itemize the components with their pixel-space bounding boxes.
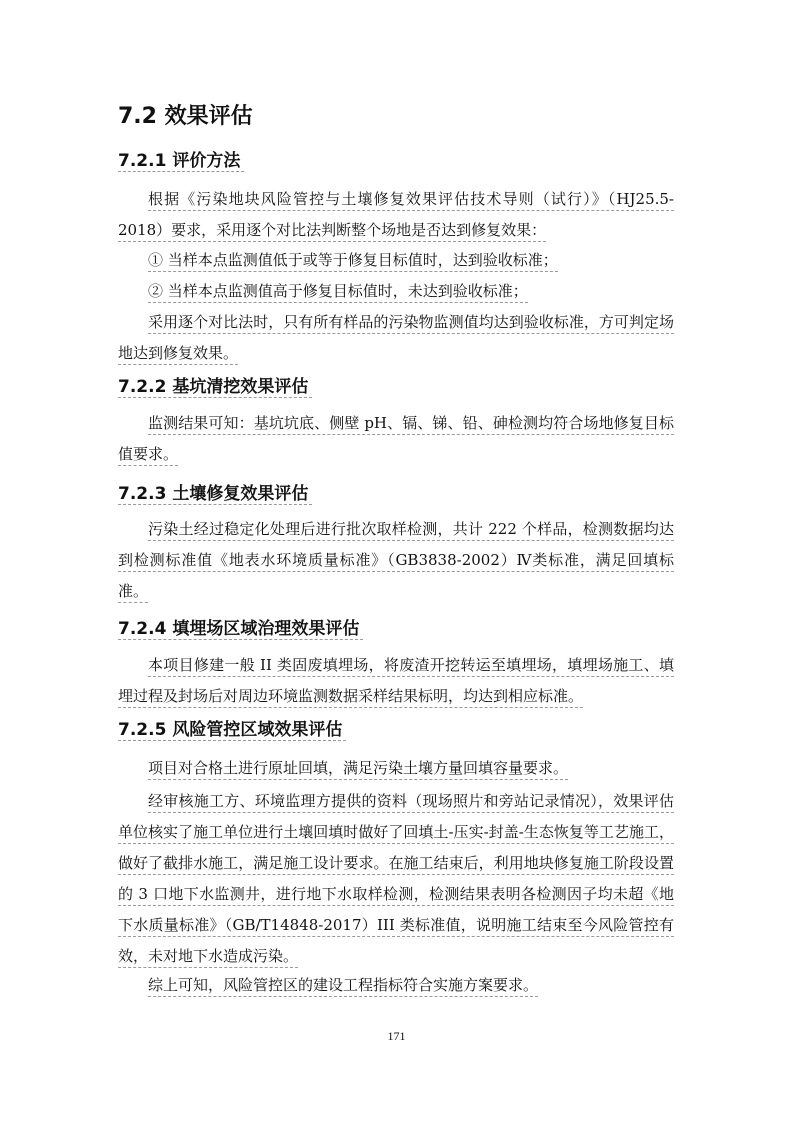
- list-item-2-text: ② 当样本点监测值高于修复目标值时，未达到验收标准；: [148, 282, 528, 303]
- paragraph-comparison-method-text: 采用逐个对比法时，只有所有样品的污染物监测值均达到验收标准，方可判定场地达到修复效果。: [118, 313, 674, 365]
- heading-7-2-2-text: 7.2.2 基坑清挖效果评估: [118, 377, 312, 398]
- list-item-1-text: ① 当样本点监测值低于或等于修复目标值时，达到验收标准；: [148, 251, 558, 272]
- paragraph-evaluation-basis: [118, 184, 674, 246]
- paragraph-comparison-method: [118, 307, 674, 369]
- paragraph-soil-remediation: [118, 514, 674, 607]
- page-number: 171: [387, 1029, 406, 1043]
- section-title: 7.2 效果评估: [118, 104, 253, 129]
- paragraph-landfill-text: 本项目修建一般 II 类固废填埋场，将废渣开挖转运至填埋场，填埋场施工、填埋过程及封场后对周边环境监测数据采样结果标明，均达到相应标准。: [118, 656, 674, 708]
- paragraph-landfill: [118, 650, 674, 712]
- paragraph-conclusion-text: 综上可知，风险管控区的建设工程指标符合实施方案要求。: [148, 976, 538, 997]
- paragraph-pit-excavation: [118, 408, 674, 470]
- paragraph-evaluation-basis-text: 根据《污染地块风险管控与土壤修复效果评估技术导则（试行）》（HJ25.5-2018）要求，采用逐个对比法判断整个场地是否达到修复效果：: [118, 190, 674, 242]
- heading-7-2-1-text: 7.2.1 评价方法: [118, 151, 244, 172]
- heading-7-2-2: [118, 375, 312, 399]
- paragraph-conclusion: [118, 970, 674, 1001]
- heading-7-2-5: [118, 718, 346, 742]
- paragraph-soil-remediation-text: 污染土经过稳定化处理后进行批次取样检测，共计 222 个样品，检测数据均达到检测标准值《地表水环境质量标准》（GB3838-2002）Ⅳ类标准，满足回填标准。: [118, 520, 674, 603]
- paragraph-backfill-text: 项目对合格土进行原址回填，满足污染土壤方量回填容量要求。: [148, 759, 568, 780]
- heading-7-2-4: [118, 617, 363, 641]
- paragraph-audit-review: [118, 786, 674, 972]
- list-item-1: [118, 245, 674, 276]
- heading-7-2-4-text: 7.2.4 填埋场区域治理效果评估: [118, 619, 363, 640]
- paragraph-backfill: [118, 753, 674, 784]
- paragraph-pit-excavation-text: 监测结果可知：基坑坑底、侧壁 pH、镉、锑、铅、砷检测均符合场地修复目标值要求。: [118, 414, 674, 466]
- list-item-2: [118, 276, 674, 307]
- heading-7-2-3: [118, 482, 312, 506]
- heading-7-2-3-text: 7.2.3 土壤修复效果评估: [118, 484, 312, 505]
- paragraph-audit-review-text: 经审核施工方、环境监理方提供的资料（现场照片和旁站记录情况），效果评估单位核实了施工单位进行土壤回填时做好了回填土-压实-封盖-生态恢复等工艺施工，做好了截排水施工，满足施工设计要求。在施工结束后，利用地块修复施工阶段设置的 3 口地下水监测井，进行地下水取样检测，检测结果表明各检测因子均未超《地下水质量标准》（GB/T14848-2017）III 类标准值，说明施工结束至今风险管控有效，未对地下水造成污染。: [118, 792, 674, 968]
- heading-7-2-1: [118, 149, 244, 173]
- heading-7-2-5-text: 7.2.5 风险管控区域效果评估: [118, 720, 346, 741]
